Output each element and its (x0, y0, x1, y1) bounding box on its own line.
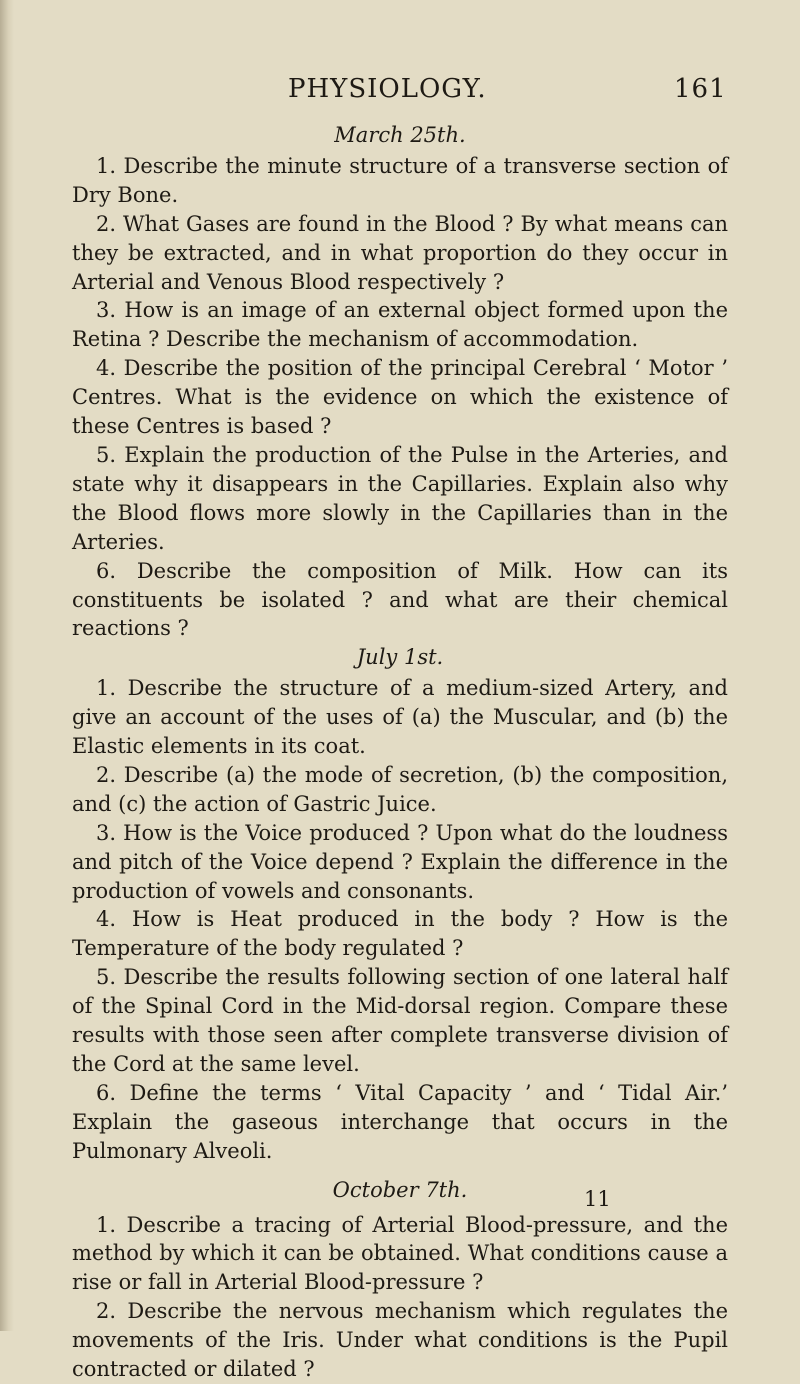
section-date-march: March 25th. (334, 123, 466, 147)
question: 1. Describe the minute structure of a transverse section of Dry Bone. (72, 153, 728, 207)
question: 3. How is an image of an external object formed upon the Retina ? Describe the mechanism of accommodation. (72, 298, 728, 352)
question: 1. Describe a tracing of Arterial Blood-pressure, and the method by which it can be obtained. What conditions cause a rise or fall in Arterial Blood-pressure ? (72, 1212, 728, 1295)
question: 4. How is Heat produced in the body ? How is the Temperature of the body regulated ? (72, 907, 728, 961)
running-head (0, 74, 800, 110)
question: 5. Explain the production of the Pulse in the Arteries, and state why it disappears in the Capillaries. Explain also why the Blood flows more slowly in the Capillaries than in the Arteries. (72, 442, 728, 554)
question: 2. What Gases are found in the Blood ? By what means can they be extracted, and in what proportion do they occur in Arterial and Venous Blood respectively ? (72, 211, 728, 294)
question: 1. Describe the structure of a medium-sized Artery, and give an account of the uses of (a) the Muscular, and (b) the Elastic elements in its coat. (72, 676, 728, 759)
section-date-october: October 7th. (332, 1177, 468, 1202)
exam-questions (72, 121, 728, 1384)
question: 3. How is the Voice produced ? Upon what do the loudness and pitch of the Voice depend ? Explain the difference in the production of vowels and consonants. (72, 820, 728, 903)
page-binding-edge (0, 0, 14, 1331)
question: 2. Describe the nervous mechanism which regulates the movements of the Iris. Under what conditions is the Pupil contracted or dilated ? (72, 1299, 728, 1382)
page-number: 161 (674, 74, 727, 104)
question: 4. Describe the position of the principal Cerebral ‘ Motor ’ Centres. What is the evidence on which the existence of these Centres is based ? (72, 356, 728, 439)
question: 2. Describe (a) the mode of secretion, (b) the composition, and (c) the action of Gastric Juice. (72, 762, 728, 816)
question: 5. Describe the results following section of one lateral half of the Spinal Cord in the Mid-dorsal region. Compare these results with those seen after complete transverse division of the Cord at the same level. (72, 965, 728, 1076)
section-date-july: July 1st. (356, 645, 444, 670)
signature-mark: 11 (584, 1187, 611, 1211)
page-title: PHYSIOLOGY. (288, 74, 487, 104)
question: 6. Describe the composition of Milk. How can its constituents be isolated ? and what are their chemical reactions ? (72, 558, 728, 641)
question: 6. Define the terms ‘ Vital Capacity ’ and ‘ Tidal Air.’ Explain the gaseous interchange that occurs in the Pulmonary Alveoli. (72, 1080, 728, 1163)
